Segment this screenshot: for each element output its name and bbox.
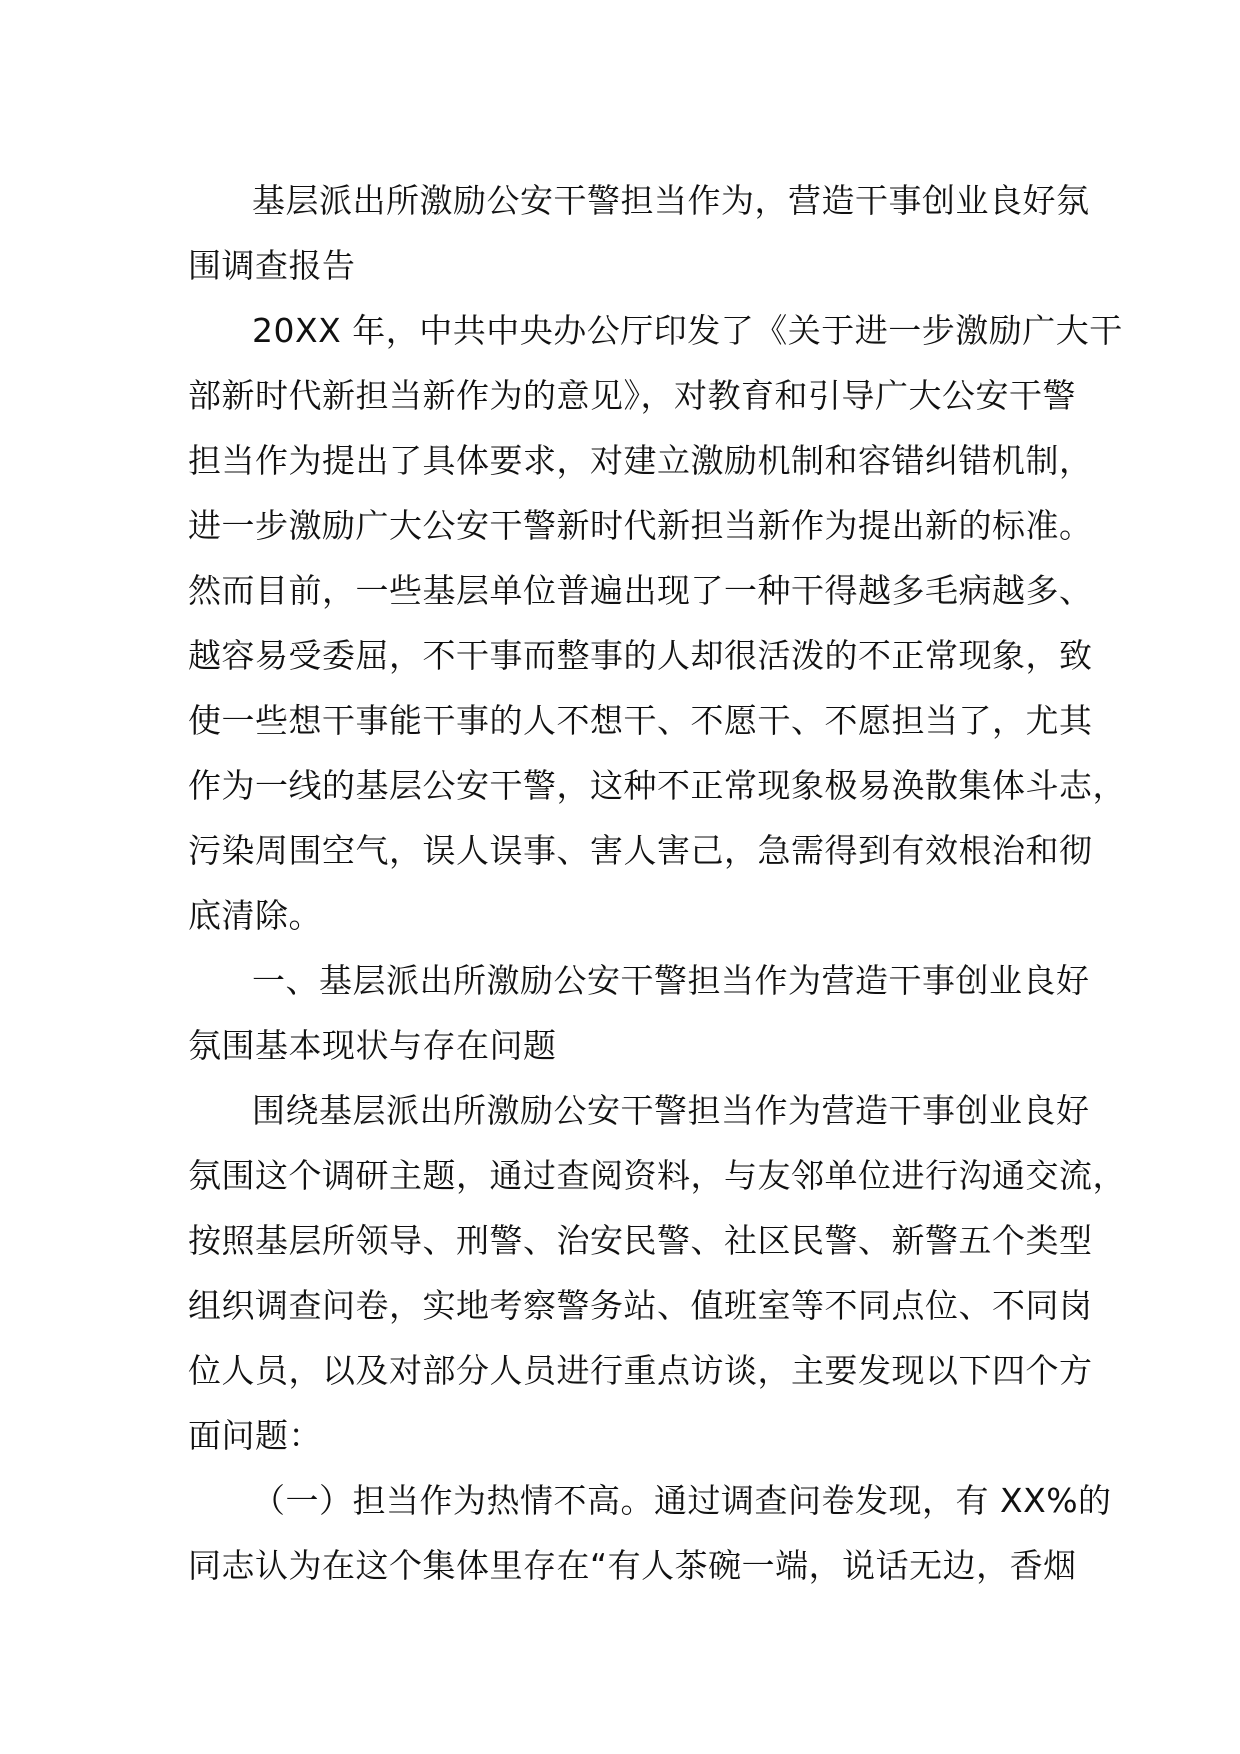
text-line: 按照基层所领导、刑警、治安民警、社区民警、新警五个类型 bbox=[188, 1221, 1093, 1260]
text-line: 组织调查问卷，实地考察警务站、值班室等不同点位、不同岗 bbox=[188, 1286, 1093, 1325]
text-line: 污染周围空气，误人误事、害人害己，急需得到有效根治和彻 bbox=[188, 831, 1093, 870]
document-body bbox=[188, 168, 1126, 1598]
text-line: 使一些想干事能干事的人不想干、不愿干、不愿担当了，尤其 bbox=[188, 701, 1093, 740]
text-line: 越容易受委屈，不干事而整事的人却很活泼的不正常现象，致 bbox=[188, 636, 1093, 675]
text-line: 氛围这个调研主题，通过查阅资料，与友邻单位进行沟通交流， bbox=[188, 1156, 1126, 1195]
text-line: 然而目前，一些基层单位普遍出现了一种干得越多毛病越多、 bbox=[188, 571, 1093, 610]
section-heading bbox=[188, 948, 1090, 1078]
text-line: （一）担当作为热情不高。通过调查问卷发现，有 XX%的 bbox=[252, 1481, 1112, 1520]
text-line: 氛围基本现状与存在问题 bbox=[188, 1026, 557, 1065]
text-line: 同志认为在这个集体里存在“有人茶碗一端，说话无边，香烟 bbox=[188, 1546, 1077, 1585]
text-line: 20XX 年，中共中央办公厅印发了《关于进一步激励广大干 bbox=[252, 311, 1123, 350]
intro-paragraph bbox=[188, 298, 1126, 948]
text-line: 进一步激励广大公安干警新时代新担当新作为提出新的标准。 bbox=[188, 506, 1093, 545]
subsection-paragraph bbox=[188, 1468, 1112, 1598]
text-line: 担当作为提出了具体要求，对建立激励机制和容错纠错机制， bbox=[188, 441, 1093, 480]
report-title bbox=[188, 168, 1090, 298]
text-line: 基层派出所激励公安干警担当作为，营造干事创业良好氛 bbox=[252, 181, 1090, 220]
survey-paragraph bbox=[188, 1078, 1126, 1468]
text-line: 围调查报告 bbox=[188, 246, 356, 285]
text-line: 作为一线的基层公安干警，这种不正常现象极易涣散集体斗志， bbox=[188, 766, 1126, 805]
text-line: 面问题： bbox=[188, 1416, 322, 1455]
text-line: 底清除。 bbox=[188, 896, 322, 935]
text-line: 部新时代新担当新作为的意见》，对教育和引导广大公安干警 bbox=[188, 376, 1076, 415]
text-line: 一、基层派出所激励公安干警担当作为营造干事创业良好 bbox=[252, 961, 1090, 1000]
text-line: 位人员，以及对部分人员进行重点访谈，主要发现以下四个方 bbox=[188, 1351, 1093, 1390]
text-line: 围绕基层派出所激励公安干警担当作为营造干事创业良好 bbox=[252, 1091, 1090, 1130]
